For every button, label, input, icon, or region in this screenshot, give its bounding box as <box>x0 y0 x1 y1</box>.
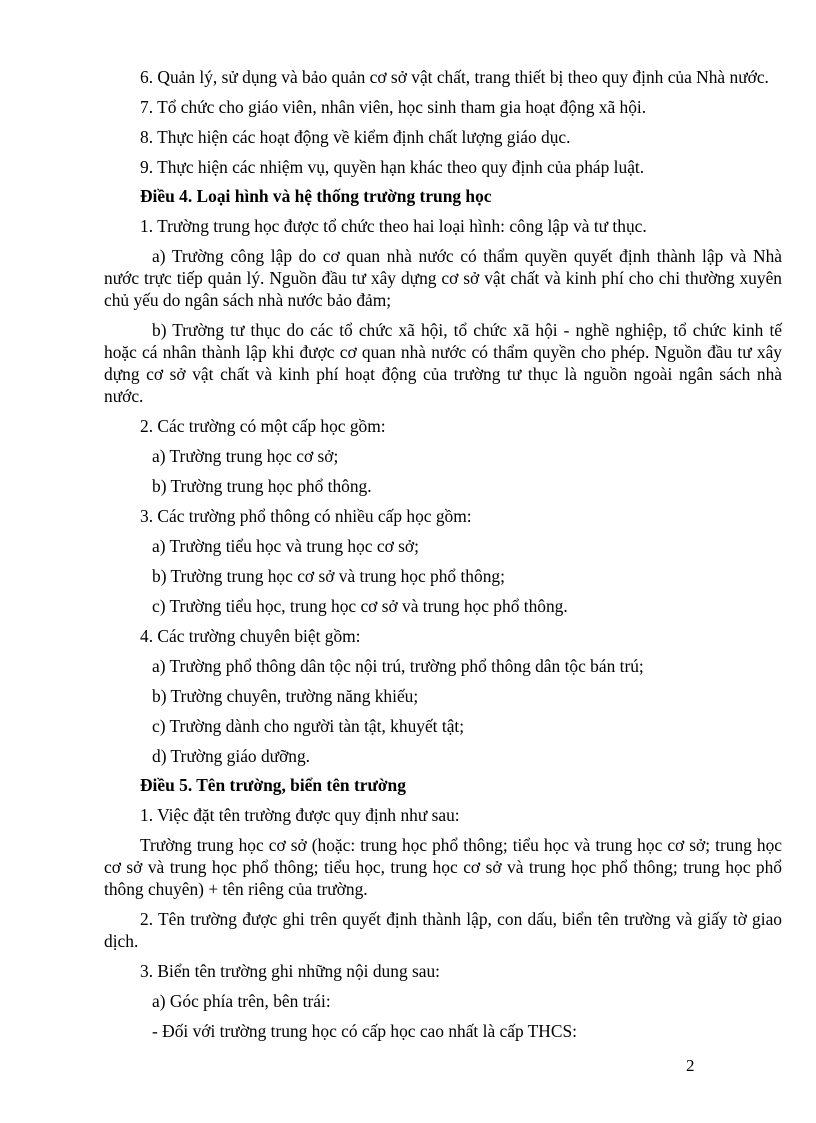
paragraph: 3. Các trường phổ thông có nhiều cấp học gồm: <box>140 506 472 526</box>
paragraph: a) Trường trung học cơ sở; <box>152 446 339 466</box>
paragraph: b) Trường tư thục do các tổ chức xã hội, tổ chức xã hội - nghề nghiệp, tổ chức kinh tế hoặc cá nhân thành lập khi được cơ quan nhà nước có thẩm quyền cho phép. Nguồn đầu tư xây dựng cơ sở vật chất và kinh phí hoạt động của trường tư thục là nguồn ngoài ngân sách nhà nước. <box>104 320 782 406</box>
paragraph: 1. Trường trung học được tổ chức theo hai loại hình: công lập và tư thục. <box>140 216 647 236</box>
paragraph: 3. Biển tên trường ghi những nội dung sau: <box>140 961 440 981</box>
paragraph: 8. Thực hiện các hoạt động về kiểm định chất lượng giáo dục. <box>140 127 571 147</box>
document-body <box>104 66 782 1042</box>
paragraph: a) Trường phổ thông dân tộc nội trú, trường phổ thông dân tộc bán trú; <box>152 656 644 676</box>
article-heading: Điều 5. Tên trường, biển tên trường <box>140 775 406 795</box>
paragraph: d) Trường giáo dưỡng. <box>152 746 311 766</box>
paragraph: 9. Thực hiện các nhiệm vụ, quyền hạn khác theo quy định của pháp luật. <box>140 157 645 177</box>
article-heading: Điều 4. Loại hình và hệ thống trường trung học <box>140 186 492 206</box>
paragraph: 4. Các trường chuyên biệt gồm: <box>140 626 361 646</box>
paragraph: 7. Tổ chức cho giáo viên, nhân viên, học sinh tham gia hoạt động xã hội. <box>140 97 647 117</box>
paragraph: b) Trường chuyên, trường năng khiếu; <box>152 686 419 706</box>
page-number: 2 <box>686 1056 695 1075</box>
paragraph: b) Trường trung học phổ thông. <box>152 476 372 496</box>
paragraph: b) Trường trung học cơ sở và trung học phổ thông; <box>152 566 505 586</box>
paragraph: 1. Việc đặt tên trường được quy định như sau: <box>140 805 460 825</box>
paragraph: c) Trường tiểu học, trung học cơ sở và trung học phổ thông. <box>152 596 568 616</box>
paragraph: Trường trung học cơ sở (hoặc: trung học phổ thông; tiểu học và trung học cơ sở; trung học cơ sở và trung học phổ thông; tiểu học, trung học cơ sở và trung học phổ thông; trung học phổ thông chuyên) + tên riêng của trường. <box>104 835 782 899</box>
paragraph: 2. Các trường có một cấp học gồm: <box>140 416 386 436</box>
paragraph: a) Trường tiểu học và trung học cơ sở; <box>152 536 419 556</box>
paragraph: 6. Quản lý, sử dụng và bảo quản cơ sở vật chất, trang thiết bị theo quy định của Nhà nước. <box>140 67 769 87</box>
paragraph: a) Trường công lập do cơ quan nhà nước có thẩm quyền quyết định thành lập và Nhà nước trực tiếp quản lý. Nguồn đầu tư xây dựng cơ sở vật chất và kinh phí cho chi thường xuyên chủ yếu do ngân sách nhà nước bảo đảm; <box>104 246 782 310</box>
paragraph: - Đối với trường trung học có cấp học cao nhất là cấp THCS: <box>152 1021 577 1041</box>
paragraph: 2. Tên trường được ghi trên quyết định thành lập, con dấu, biển tên trường và giấy tờ giao dịch. <box>104 909 782 951</box>
paragraph: a) Góc phía trên, bên trái: <box>152 991 331 1011</box>
paragraph: c) Trường dành cho người tàn tật, khuyết tật; <box>152 716 465 736</box>
